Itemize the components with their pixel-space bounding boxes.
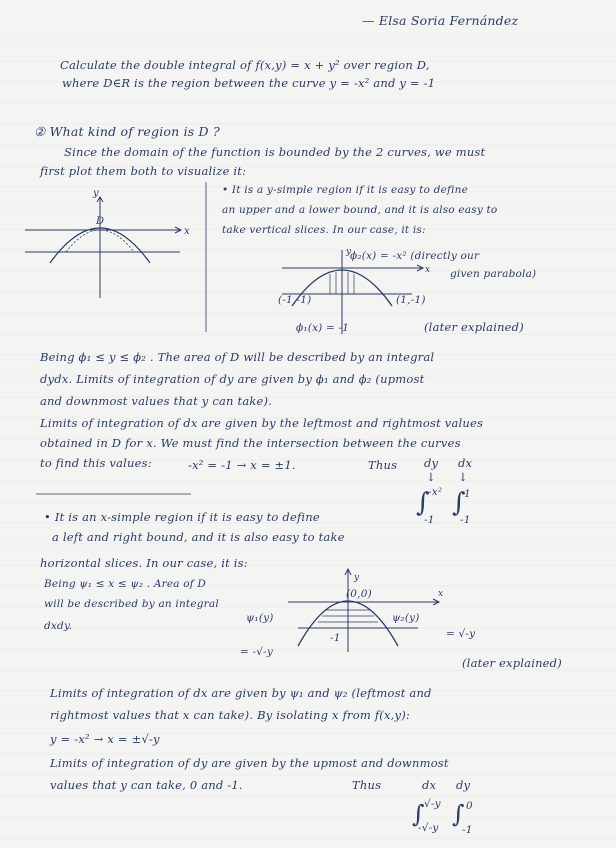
phi1-label: ϕ₁(x) = -1 [296, 322, 350, 334]
down-arrow-icon: ↓ [458, 470, 468, 484]
section-divider [36, 492, 196, 496]
final-line-2: rightmost values that x can take). By isolating x from f(x,y): [50, 708, 410, 722]
ysimple-line-3: take vertical slices. In our case, it is: [222, 224, 426, 236]
thus-label-1: Thus [368, 458, 398, 472]
being1-line-2: dydx. Limits of integration of dy are given by ϕ₁ and ϕ₂ (upmost [40, 372, 425, 386]
int3-lower: -√-y [418, 822, 439, 834]
being1-line-6: to find this values: [40, 456, 152, 470]
int3-upper: √-y [424, 798, 441, 810]
int4-lower: -1 [462, 824, 473, 836]
xsimple-being-1: Being ψ₁ ≤ x ≤ ψ₂ . Area of D [44, 578, 207, 590]
dy-label-1: dy [424, 456, 439, 470]
fig1-x-label: x [184, 226, 190, 237]
down-arrow-icon: ↓ [426, 470, 436, 484]
intersection-equation: -x² = -1 → x = ±1. [188, 458, 296, 472]
intro-line-2: first plot them both to visualize it: [40, 164, 247, 178]
dx-label-1: dx [458, 456, 473, 470]
integral-sign-2b: ∫ [452, 800, 465, 828]
being1-line-5: obtained in D for x. We must find the intersection between the curves [40, 436, 461, 450]
phi2-label: ϕ₂(x) = -x² (directly our [350, 250, 480, 262]
integral-sign-1a: ∫ [416, 488, 430, 518]
author-signature: — Elsa Soria Fernández [362, 13, 519, 28]
x-simple-sketch [258, 566, 448, 656]
psi1-eq: = -√-y [240, 646, 274, 658]
fig2-x-label: x [425, 265, 431, 275]
thus-label-2: Thus [352, 778, 382, 792]
xsimple-line-2: a left and right bound, and it is also easy to take [52, 530, 345, 544]
integral-sign-1b: ∫ [452, 488, 466, 518]
final-line-3: y = -x² → x = ±√-y [50, 732, 160, 746]
xsimple-line-3: horizontal slices. In our case, it is: [40, 556, 248, 570]
problem-line-1: Calculate the double integral of f(x,y) = x + y² over region D, [60, 58, 430, 72]
ysimple-line-2: an upper and a lower bound, and it is also easy to [222, 204, 498, 216]
being1-line-4: Limits of integration of dx are given by the leftmost and rightmost values [40, 416, 484, 430]
question-heading: ② What kind of region is D ? [34, 124, 220, 139]
minus1-label: -1 [330, 632, 341, 644]
psi1-label: ψ₁(y) [246, 612, 274, 624]
phi2-label-cont: given parabola) [450, 268, 537, 280]
later-explained-1: (later explained) [424, 320, 524, 334]
final-line-5: values that y can take, 0 and -1. [50, 778, 243, 792]
xsimple-being-2: will be described by an integral [44, 598, 219, 610]
fig3-x-label: x [438, 589, 444, 599]
fig1-y-label: y [93, 188, 99, 199]
being1-line-1: Being ϕ₁ ≤ y ≤ ϕ₂ . The area of D will be described by an integral [40, 350, 435, 364]
int1-upper: -x² [428, 486, 443, 498]
int2-upper: 1 [464, 488, 471, 500]
intro-line-1: Since the domain of the function is bounded by the 2 curves, we must [64, 145, 486, 159]
xsimple-being-3: dxdy. [44, 620, 73, 632]
point-right: (1,-1) [396, 294, 426, 306]
dx-label-2: dx [422, 778, 437, 792]
final-line-1: Limits of integration of dx are given by ψ₁ and ψ₂ (leftmost and [50, 686, 432, 700]
region-d-sketch [20, 188, 200, 308]
fig2-y-label: y [346, 247, 352, 257]
fig1-d-label: D [96, 216, 105, 227]
psi2-eq: = √-y [446, 628, 476, 640]
final-line-4: Limits of integration of dy are given by the upmost and downmost [50, 756, 449, 770]
fig3-y-label: y [354, 573, 360, 583]
being1-line-3: and downmost values that y can take). [40, 394, 273, 408]
ysimple-line-1: • It is a y-simple region if it is easy to define [222, 184, 469, 196]
problem-line-2: where D∈R is the region between the curve y = -x² and y = -1 [62, 76, 436, 90]
column-divider [204, 182, 208, 332]
int2-lower: -1 [460, 514, 471, 526]
later-explained-2: (later explained) [462, 656, 562, 670]
integral-sign-2a: ∫ [412, 800, 425, 828]
point-left: (-1,-1) [278, 294, 312, 306]
int4-upper: 0 [466, 800, 473, 812]
psi2-label: ψ₂(y) [392, 612, 420, 624]
int1-lower: -1 [424, 514, 435, 526]
dy-label-2: dy [456, 778, 471, 792]
xsimple-line-1: • It is an x-simple region if it is easy to define [44, 510, 320, 524]
origin-label: (0,0) [346, 588, 372, 600]
